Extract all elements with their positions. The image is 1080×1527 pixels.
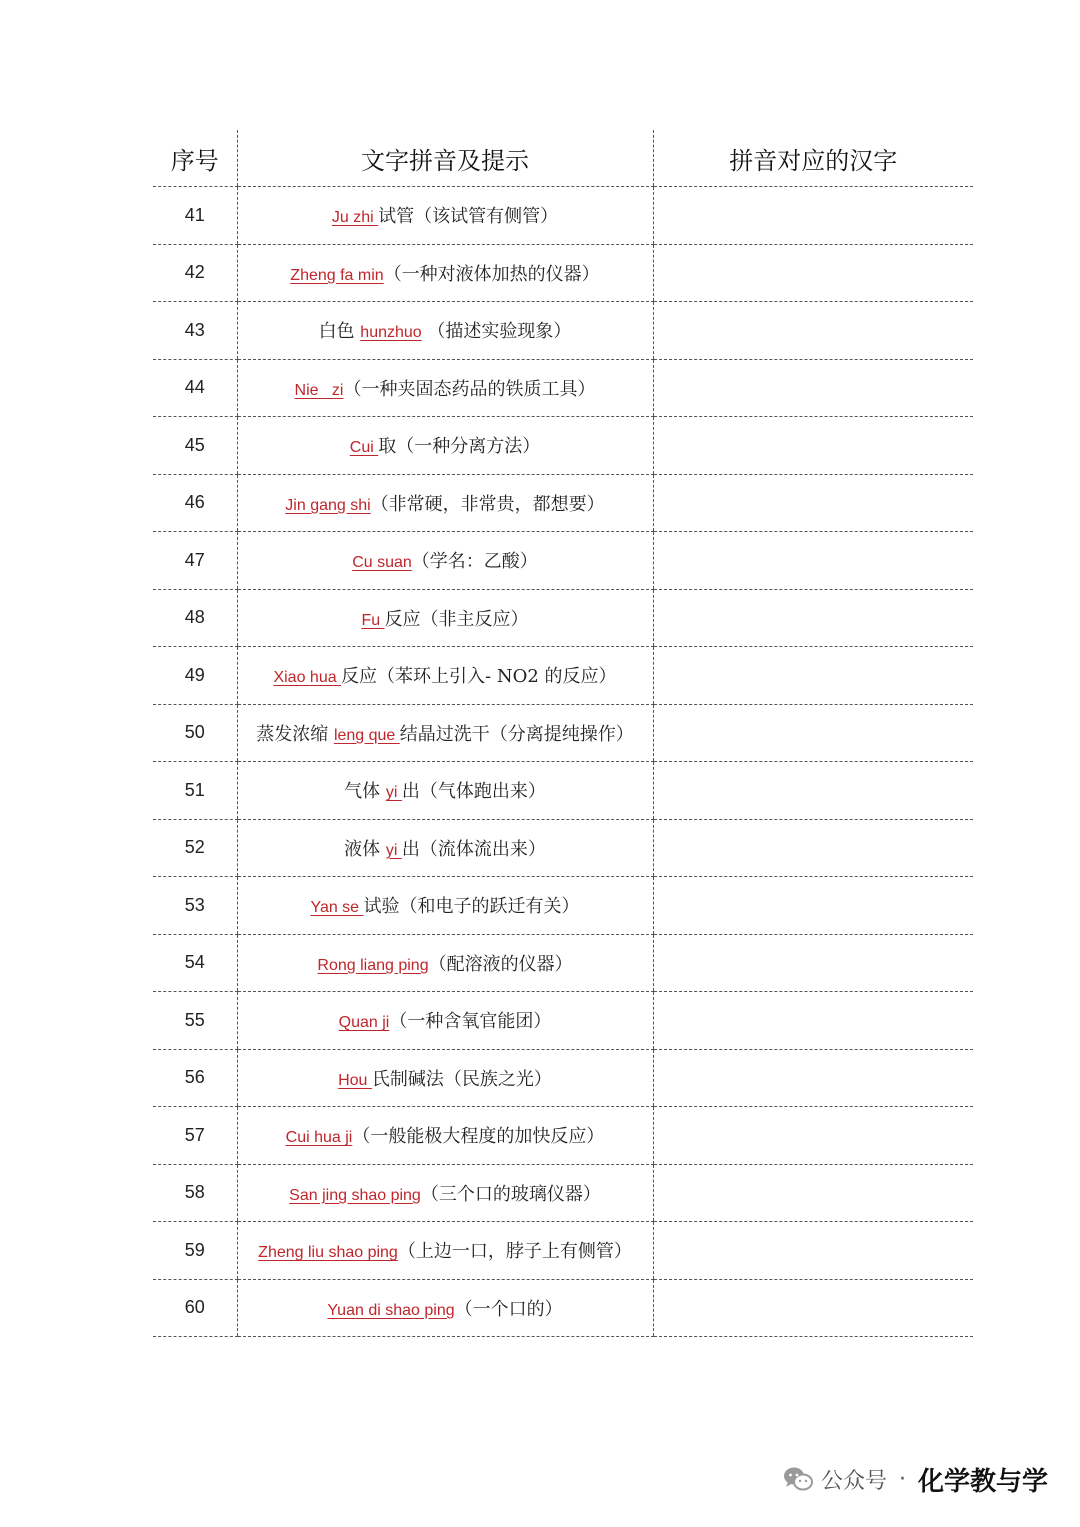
hint-text: 白色 xyxy=(318,321,361,343)
row-number: 51 xyxy=(153,762,237,820)
hint-text: （一种含氧官能团） xyxy=(389,1011,552,1033)
row-number: 41 xyxy=(153,187,237,245)
pinyin-hint-cell xyxy=(237,1107,653,1165)
answer-cell xyxy=(653,647,973,705)
hint-text: （一种夹固态药品的铁质工具） xyxy=(343,378,596,400)
answer-cell xyxy=(653,992,973,1050)
table-row xyxy=(153,762,973,820)
hint-text: 试验（和电子的跃迁有关） xyxy=(363,896,580,918)
hint-text: 取（一种分离方法） xyxy=(378,436,541,458)
row-number: 47 xyxy=(153,532,237,590)
hint-text: （三个口的玻璃仪器） xyxy=(420,1183,601,1205)
hint-text: （一个口的） xyxy=(454,1298,563,1320)
pinyin-text: Fu xyxy=(361,611,385,629)
pinyin-text: leng que xyxy=(333,726,400,744)
answer-cell xyxy=(653,877,973,935)
pinyin-text: Yuan di shao ping xyxy=(327,1301,455,1319)
hint-text: 试管（该试管有侧管） xyxy=(378,206,559,228)
table-row xyxy=(153,417,973,475)
answer-cell xyxy=(653,187,973,245)
pinyin-hint-cell xyxy=(237,762,653,820)
row-number: 46 xyxy=(153,474,237,532)
pinyin-hint-cell xyxy=(237,647,653,705)
table-row xyxy=(153,187,973,245)
header-answer: 拼音对应的汉字 xyxy=(653,130,973,187)
pinyin-text: Jin gang shi xyxy=(285,496,371,514)
row-number: 45 xyxy=(153,417,237,475)
pinyin-hint-cell xyxy=(237,1222,653,1280)
hint-text: （描述实验现象） xyxy=(421,321,572,343)
footer-account-name: 化学教与学 xyxy=(917,1466,1048,1497)
worksheet xyxy=(153,130,973,1337)
row-number: 59 xyxy=(153,1222,237,1280)
pinyin-text: hunzhuo xyxy=(360,324,422,342)
footer-label: 公众号 xyxy=(820,1468,887,1494)
wechat-icon xyxy=(783,1466,813,1492)
answer-cell xyxy=(653,819,973,877)
hint-text: （配溶液的仪器） xyxy=(428,953,573,975)
pinyin-text: Quan ji xyxy=(338,1014,390,1032)
table-row xyxy=(153,1049,973,1107)
answer-cell xyxy=(653,589,973,647)
pinyin-hint-cell xyxy=(237,187,653,245)
pinyin-hint-cell xyxy=(237,992,653,1050)
pinyin-hint-cell xyxy=(237,359,653,417)
pinyin-hint-cell xyxy=(237,1049,653,1107)
pinyin-hint-cell xyxy=(237,417,653,475)
pinyin-hint-cell xyxy=(237,302,653,360)
pinyin-hint-cell xyxy=(237,1279,653,1337)
table-row xyxy=(153,647,973,705)
answer-cell xyxy=(653,417,973,475)
answer-cell xyxy=(653,1222,973,1280)
answer-cell xyxy=(653,1279,973,1337)
pinyin-hint-cell xyxy=(237,934,653,992)
hint-text: （上边一口，脖子上有侧管） xyxy=(397,1241,632,1263)
answer-cell xyxy=(653,1164,973,1222)
pinyin-text: San jing shao ping xyxy=(289,1186,421,1204)
answer-cell xyxy=(653,244,973,302)
answer-cell xyxy=(653,474,973,532)
row-number: 50 xyxy=(153,704,237,762)
table-row xyxy=(153,474,973,532)
row-number: 53 xyxy=(153,877,237,935)
answer-cell xyxy=(653,762,973,820)
pinyin-hint-cell xyxy=(237,244,653,302)
table-row xyxy=(153,1107,973,1165)
row-number: 60 xyxy=(153,1279,237,1337)
pinyin-text: Hou xyxy=(338,1071,372,1089)
header-number: 序号 xyxy=(153,130,237,187)
row-number: 54 xyxy=(153,934,237,992)
hint-text: （学名：乙酸） xyxy=(411,551,538,573)
row-number: 49 xyxy=(153,647,237,705)
hint-text: 出（气体跑出来） xyxy=(401,781,546,803)
answer-cell xyxy=(653,704,973,762)
pinyin-hint-cell xyxy=(237,704,653,762)
pinyin-text: Yan se xyxy=(310,899,364,917)
hint-text: （一种对液体加热的仪器） xyxy=(383,263,600,285)
table-row xyxy=(153,244,973,302)
hint-text: 出（流体流出来） xyxy=(401,838,546,860)
pinyin-table xyxy=(153,130,973,1337)
pinyin-hint-cell xyxy=(237,532,653,590)
answer-cell xyxy=(653,1049,973,1107)
table-row xyxy=(153,877,973,935)
footer-separator: · xyxy=(898,1466,906,1492)
row-number: 44 xyxy=(153,359,237,417)
pinyin-hint-cell xyxy=(237,474,653,532)
pinyin-hint-cell xyxy=(237,589,653,647)
hint-text: 蒸发浓缩 xyxy=(256,723,334,745)
hint-text: （非常硬，非常贵，都想要） xyxy=(370,493,605,515)
row-number: 56 xyxy=(153,1049,237,1107)
pinyin-hint-cell xyxy=(237,819,653,877)
hint-text: （一般能极大程度的加快反应） xyxy=(352,1126,605,1148)
pinyin-text: Cu suan xyxy=(352,554,412,572)
pinyin-text: Zheng liu shao ping xyxy=(258,1244,398,1262)
hint-text: 液体 xyxy=(344,838,386,860)
hint-text: 气体 xyxy=(344,781,386,803)
answer-cell xyxy=(653,359,973,417)
answer-cell xyxy=(653,532,973,590)
pinyin-text: Ju zhi xyxy=(331,209,379,227)
table-row xyxy=(153,532,973,590)
table-row xyxy=(153,992,973,1050)
answer-cell xyxy=(653,302,973,360)
table-row xyxy=(153,819,973,877)
footer-watermark xyxy=(783,1459,1048,1499)
pinyin-hint-cell xyxy=(237,1164,653,1222)
hint-text: 反应（非主反应） xyxy=(384,608,529,630)
row-number: 55 xyxy=(153,992,237,1050)
pinyin-text: yi xyxy=(385,784,402,802)
answer-cell xyxy=(653,934,973,992)
pinyin-text: yi xyxy=(385,841,402,859)
table-row xyxy=(153,1164,973,1222)
header-pinyin-hint: 文字拼音及提示 xyxy=(237,130,653,187)
table-header-row xyxy=(153,130,973,187)
answer-cell xyxy=(653,1107,973,1165)
row-number: 57 xyxy=(153,1107,237,1165)
table-row xyxy=(153,302,973,360)
pinyin-text: Nie zi xyxy=(294,381,344,399)
row-number: 52 xyxy=(153,819,237,877)
table-row xyxy=(153,1279,973,1337)
table-row xyxy=(153,704,973,762)
pinyin-text: Cui hua ji xyxy=(285,1129,353,1147)
pinyin-text: Xiao hua xyxy=(273,669,342,687)
hint-text: 氏制碱法（民族之光） xyxy=(371,1068,552,1090)
row-number: 42 xyxy=(153,244,237,302)
hint-text: 反应（苯环上引入- NO2 的反应） xyxy=(341,666,617,688)
pinyin-hint-cell xyxy=(237,877,653,935)
row-number: 58 xyxy=(153,1164,237,1222)
row-number: 43 xyxy=(153,302,237,360)
pinyin-text: Cui xyxy=(349,439,379,457)
pinyin-text: Rong liang ping xyxy=(317,956,429,974)
table-row xyxy=(153,1222,973,1280)
table-row xyxy=(153,359,973,417)
pinyin-text: Zheng fa min xyxy=(290,266,384,284)
row-number: 48 xyxy=(153,589,237,647)
table-row xyxy=(153,934,973,992)
hint-text: 结晶过洗干（分离提纯操作） xyxy=(399,723,634,745)
table-row xyxy=(153,589,973,647)
table-body xyxy=(153,187,973,1337)
